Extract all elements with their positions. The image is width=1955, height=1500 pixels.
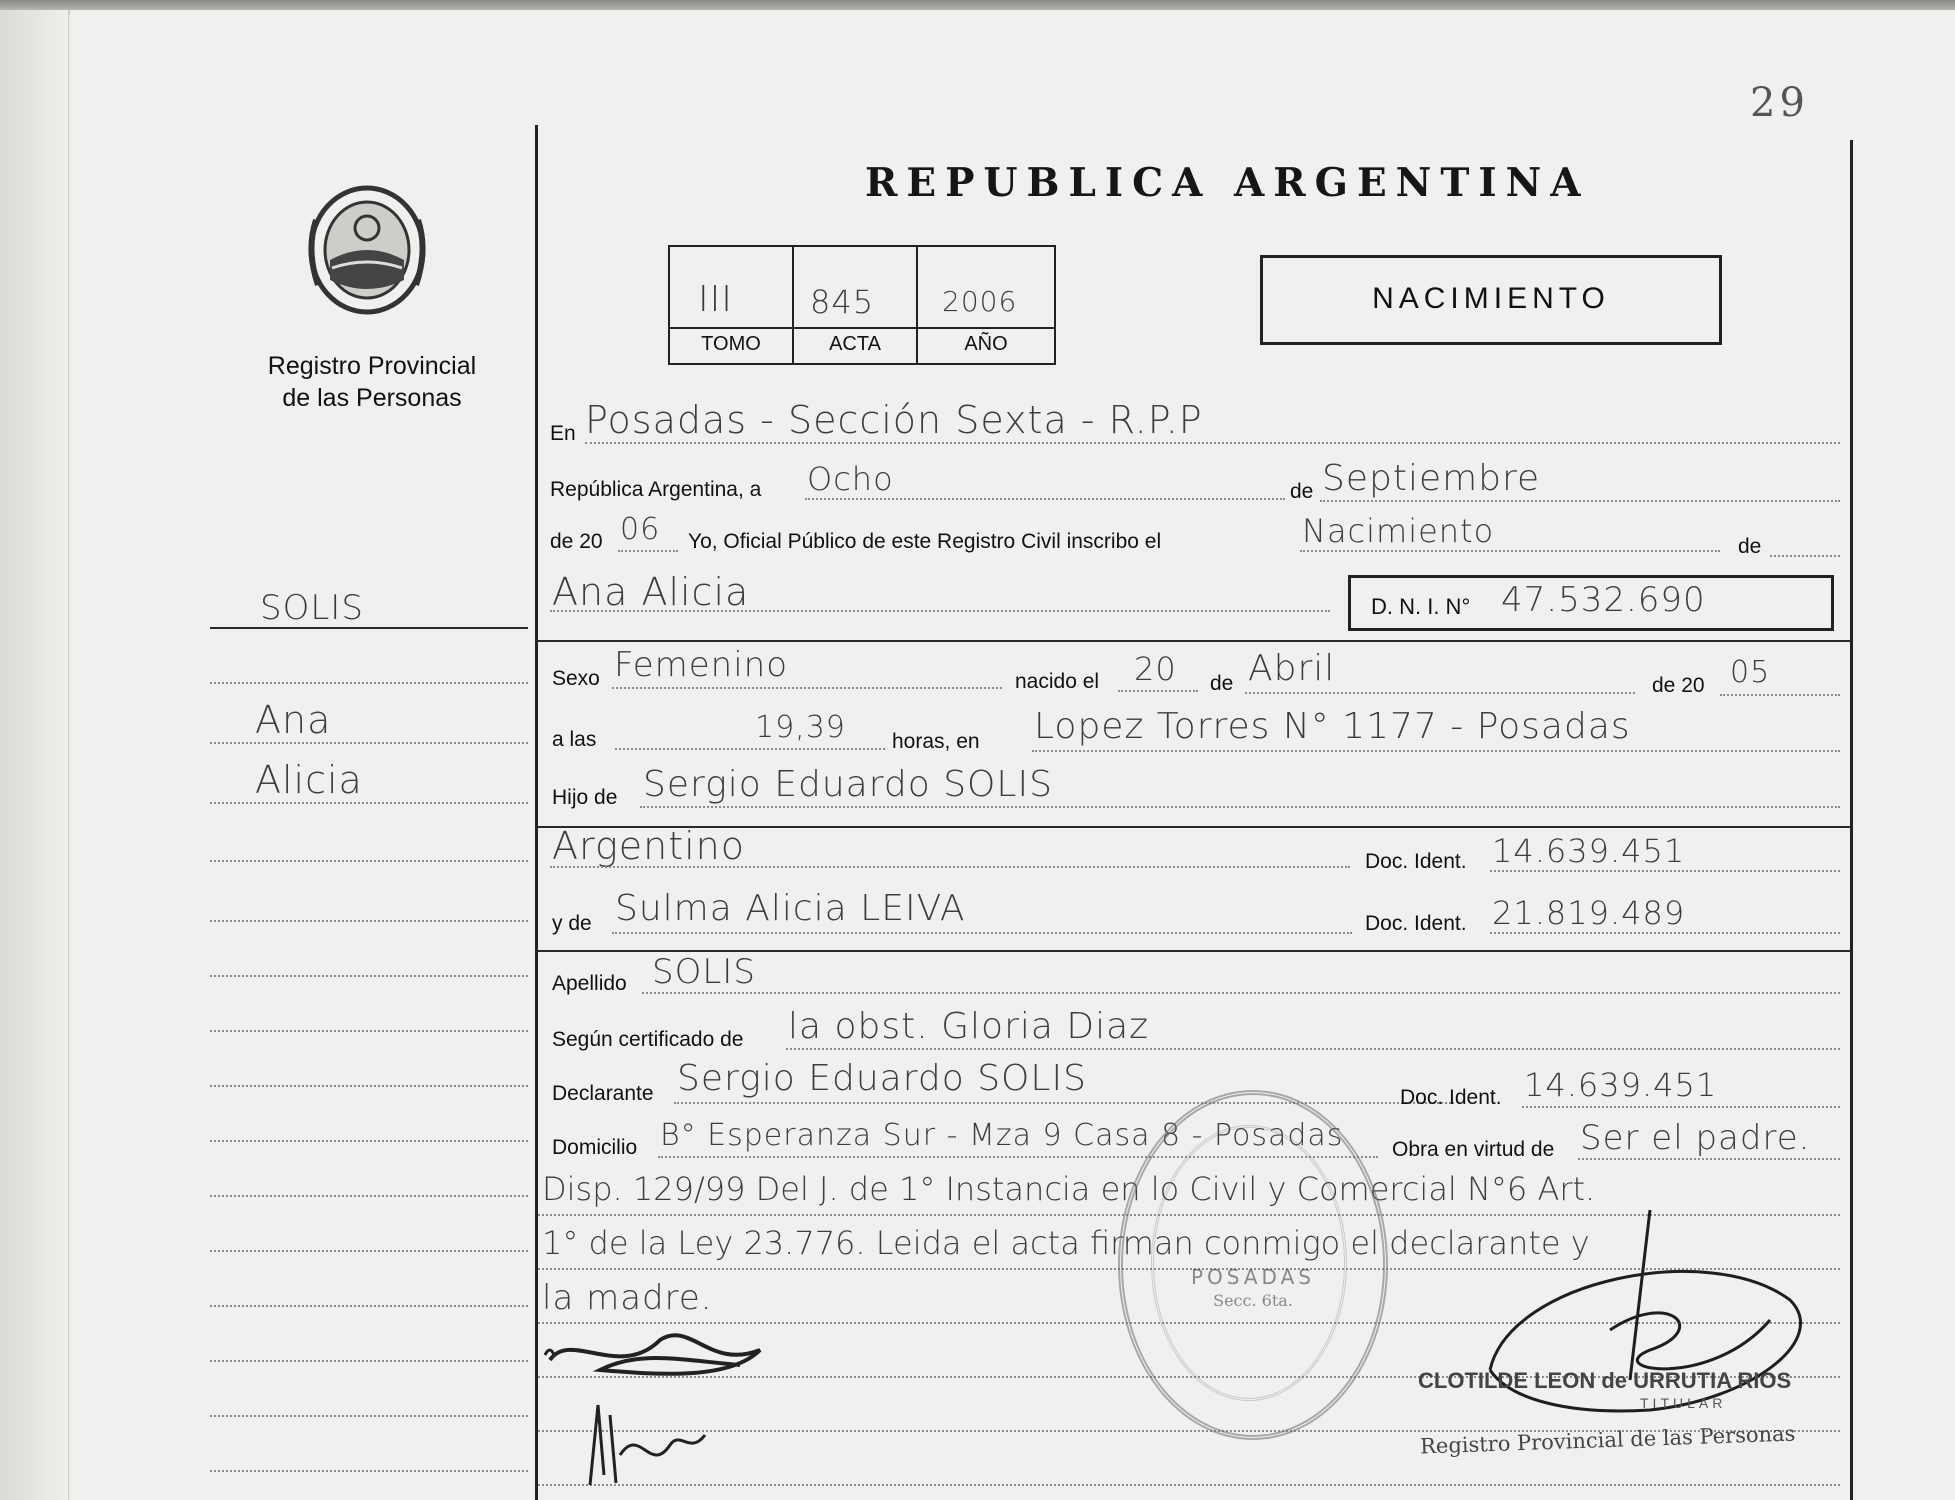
birth-time: 19,39 — [755, 710, 846, 745]
segun-label: Según certificado de — [552, 1028, 744, 1051]
mother-name: Sulma Alicia LEIVA — [615, 888, 966, 929]
tomo-label: TOMO — [701, 333, 761, 355]
nacido-label: nacido el — [1015, 670, 1100, 693]
father-name: Sergio Eduardo SOLIS — [643, 764, 1053, 805]
birth-certificate-page — [70, 10, 1955, 1500]
form-line — [1300, 550, 1720, 552]
declarante-doc-label: Doc. Ident. — [1400, 1086, 1502, 1109]
y-de-label: y de — [552, 912, 592, 935]
tomo-cell — [668, 245, 794, 329]
hijo-label: Hijo de — [552, 786, 618, 809]
republica-label: República Argentina, a — [550, 478, 762, 501]
de3-label: de — [1210, 672, 1234, 695]
margin-line — [210, 1415, 528, 1417]
margin-line — [210, 975, 528, 977]
form-line — [805, 498, 1285, 500]
dni-value: 47.532.690 — [1501, 580, 1706, 620]
acta-label: ACTA — [829, 333, 881, 355]
declarante-label: Declarante — [552, 1082, 654, 1105]
sexo-label: Sexo — [552, 667, 600, 690]
form-line — [1032, 750, 1840, 752]
form-line — [786, 1048, 1840, 1050]
form-line — [615, 748, 885, 750]
form-line — [1578, 1158, 1840, 1160]
official-stamp-registry: Registro Provincial de las Personas — [1419, 1421, 1796, 1459]
obra-label: Obra en virtud de — [1392, 1138, 1555, 1161]
birth-year: 05 — [1730, 655, 1771, 690]
apellido-label: Apellido — [552, 972, 627, 995]
margin-line — [210, 1250, 528, 1252]
record-type-box — [1260, 255, 1722, 345]
form-line — [1490, 932, 1840, 934]
form-line — [1118, 690, 1198, 692]
record-type: NACIMIENTO — [1372, 282, 1610, 315]
form-line — [1245, 692, 1635, 694]
form-line — [538, 1484, 1840, 1486]
observation-line-3: la madre. — [542, 1278, 713, 1318]
round-stamp-city: POSADAS — [1191, 1265, 1315, 1289]
place-value: Posadas - Sección Sexta - R.P.P — [585, 398, 1203, 442]
anio-label-cell — [916, 327, 1056, 365]
de-label: de — [1290, 480, 1314, 503]
form-line — [1770, 555, 1840, 557]
margin-line — [210, 860, 528, 862]
country-title: REPUBLICA ARGENTINA — [865, 160, 1590, 206]
father-doc-label: Doc. Ident. — [1365, 850, 1467, 873]
margin-line — [210, 1195, 528, 1197]
declarante-value: Sergio Eduardo SOLIS — [677, 1058, 1087, 1099]
margin-line — [210, 1305, 528, 1307]
margin-line — [210, 742, 528, 744]
father-doc: 14.639.451 — [1492, 832, 1686, 870]
official-stamp-title: TITULAR — [1640, 1395, 1727, 1411]
form-line — [1522, 1106, 1840, 1108]
form-line — [640, 806, 1840, 808]
tomo-value: III — [698, 279, 733, 320]
page-number: 29 — [1750, 80, 1809, 126]
mother-doc: 21.819.489 — [1492, 894, 1686, 932]
birth-year-label: de 20 — [1652, 674, 1705, 697]
record-id-box — [668, 245, 1056, 373]
officer-text: Yo, Oficial Público de este Registro Civil inscribo el — [688, 530, 1162, 553]
form-line — [1320, 500, 1840, 502]
domicilio-label: Domicilio — [552, 1136, 638, 1159]
book-gutter — [0, 10, 69, 1500]
tomo-label-cell — [668, 327, 794, 365]
form-line — [612, 687, 1002, 689]
form-line — [585, 442, 1840, 444]
acta-cell — [792, 245, 918, 329]
child-name: Ana Alicia — [552, 570, 750, 614]
anio-label: AÑO — [964, 333, 1008, 355]
month-value: Septiembre — [1322, 458, 1541, 499]
event-value: Nacimiento — [1302, 512, 1495, 550]
margin-line — [210, 1085, 528, 1087]
birth-month: Abril — [1248, 648, 1336, 689]
dni-label: D. N. I. N° — [1371, 594, 1471, 619]
official-stamp-name: CLOTILDE LEON de URRUTIA RIOS — [1418, 1368, 1792, 1393]
declarant-signature-icon — [540, 1320, 780, 1390]
year-label: de 20 — [550, 530, 603, 553]
margin-given-name-2: Alicia — [255, 758, 363, 802]
right-vertical-rule — [1850, 140, 1853, 1500]
round-stamp-section: Secc. 6ta. — [1213, 1291, 1293, 1310]
a-las-label: a las — [552, 728, 597, 751]
acta-label-cell — [792, 327, 918, 365]
margin-surname: SOLIS — [260, 588, 364, 628]
form-line — [642, 992, 1840, 994]
margin-line — [210, 920, 528, 922]
anio-value: 2006 — [942, 285, 1018, 318]
acta-value: 845 — [810, 283, 875, 321]
mother-signature-icon — [570, 1395, 710, 1495]
apellido-value: SOLIS — [652, 952, 756, 992]
form-line — [538, 640, 1850, 642]
birth-day: 20 — [1134, 650, 1177, 688]
horas-label: horas, en — [892, 730, 980, 753]
registry-name-line2: de las Personas — [282, 384, 462, 412]
domicilio-value: B° Esperanza Sur - Mza 9 Casa 8 - Posadas — [660, 1118, 1344, 1153]
form-line — [1720, 694, 1840, 696]
form-line — [550, 610, 1330, 612]
year-suffix: 06 — [620, 512, 661, 547]
margin-line — [210, 627, 528, 629]
margin-line — [210, 1140, 528, 1142]
sexo-value: Femenino — [614, 645, 788, 685]
en-label: En — [550, 422, 576, 445]
official-signature-icon — [1450, 1200, 1850, 1450]
dni-box — [1348, 575, 1834, 631]
margin-given-name-1: Ana — [255, 698, 332, 742]
form-line — [1490, 870, 1840, 872]
misiones-seal-icon — [302, 180, 432, 320]
mother-doc-label: Doc. Ident. — [1365, 912, 1467, 935]
father-nationality: Argentino — [552, 824, 746, 868]
observation-line-2: 1° de la Ley 23.776. Leida el acta firman conmigo el declarante y — [542, 1224, 1590, 1262]
form-line — [550, 866, 1350, 868]
anio-cell — [916, 245, 1056, 329]
observation-line-1: Disp. 129/99 Del J. de 1° Instancia en lo Civil y Comercial N°6 Art. — [542, 1170, 1596, 1208]
margin-line — [210, 682, 528, 684]
round-stamp-inner-ring — [1151, 1125, 1347, 1401]
registry-name-line1: Registro Provincial — [267, 352, 477, 380]
round-registry-stamp — [1118, 1090, 1388, 1440]
form-line — [618, 550, 678, 552]
margin-line — [210, 1030, 528, 1032]
de2-label: de — [1738, 535, 1762, 558]
obra-value: Ser el padre. — [1580, 1118, 1811, 1158]
day-value: Ocho — [807, 460, 894, 498]
left-vertical-rule — [535, 125, 538, 1500]
margin-line — [210, 1470, 528, 1472]
certificate-value: la obst. Gloria Diaz — [788, 1006, 1150, 1047]
birth-place: Lopez Torres N° 1177 - Posadas — [1034, 706, 1631, 747]
margin-line — [210, 802, 528, 804]
declarante-doc: 14.639.451 — [1524, 1066, 1718, 1104]
form-line — [612, 932, 1352, 934]
margin-line — [210, 1360, 528, 1362]
form-line — [674, 1102, 1454, 1104]
